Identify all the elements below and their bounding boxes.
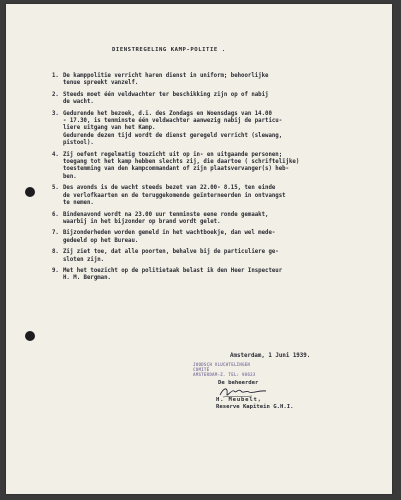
rule-number: 5. — [52, 185, 59, 192]
rule-item — [52, 73, 362, 88]
rule-text: Met het toezicht op de politietaak belast ik den Heer Inspecteur H. M. Bergman. — [63, 267, 283, 282]
page-title: DIENSTREGELING KAMP-POLITIE . — [112, 47, 226, 53]
rule-text: De kamppolitie verricht haren dienst in uniform; behoorlijke tenue spreekt vanzelf. — [63, 73, 269, 87]
signer-rank: Reserve Kapitein G.H.I. — [216, 404, 294, 410]
signer-role: De beheerder — [218, 380, 259, 386]
rule-item — [52, 152, 362, 182]
stamp-line: COMITÉ — [193, 367, 210, 372]
closing-block — [193, 353, 390, 410]
rule-number: 3. — [52, 110, 59, 117]
rule-text: Des avonds is de wacht steeds bezet van 22.00- 8.15, ten einde de verlofkaarten en de teruggekomende geïnterneerden in ontvangst te nemen. — [63, 185, 286, 207]
rule-item — [52, 185, 362, 207]
rule-text: Steeds moet één veldwachter ter beschikking zijn op of nabij de wacht. — [63, 91, 269, 106]
rule-text: Zij ziet toe, dat alle poorten, behalve bij de particuliere ge- sloten zijn. — [63, 249, 279, 263]
rule-number: 7. — [52, 230, 59, 237]
place-date: Amsterdam, 1 Juni 1939. — [230, 353, 311, 359]
rule-item — [52, 249, 362, 264]
rule-number: 2. — [52, 91, 59, 98]
rule-number: 4. — [52, 151, 59, 158]
rule-item — [52, 212, 362, 227]
punch-hole — [25, 187, 35, 197]
rule-text: Gedurende het bezoek, d.i. des Zondags en Woensdags van 14.00 - 17.30, is tenminste één veldwachter aanwezig nabij de particu- liere uitgang van het Kamp. Gedurende dezen tijd wordt de dienst geregeld verricht (slewang, pistool). — [63, 110, 283, 147]
stamp-line: JOODSCH VLUCHTELINGEN — [193, 362, 251, 367]
rule-number: 6. — [52, 211, 59, 218]
rule-number: 8. — [52, 249, 59, 256]
rule-item — [52, 230, 362, 245]
rule-item — [52, 92, 362, 107]
rule-number: 1. — [52, 73, 59, 79]
document-page — [6, 4, 392, 494]
rule-text: Bijzonderheden worden gemeld in het wachtboekje, dan wel mede- gedeeld op het Bureau. — [63, 230, 276, 244]
rule-text: Bindenavond wordt na 23.00 uur tenminste eene ronde gemaakt, waarbij in het bijzonder op brand wordt gelet. — [63, 211, 269, 225]
rule-number: 9. — [52, 267, 59, 274]
stamp-line: AMSTERDAM-Z. TEL: 98623 — [193, 372, 256, 377]
rule-item — [52, 268, 362, 283]
rule-item — [52, 111, 362, 148]
signer-name: H. Meubelt, — [216, 397, 262, 403]
rule-text: Zij oefent regelmatig toezicht uit op in- en uitgaande personen; toegang tot het kamp hebben slechts zij, die daartoe ( schriftelijke) toestemming van den kampcommandant of zijn plaatsvervanger(s) heb- ben. — [63, 151, 300, 180]
rules-list — [52, 73, 362, 283]
organization-stamp — [193, 362, 301, 377]
punch-hole — [25, 331, 35, 341]
